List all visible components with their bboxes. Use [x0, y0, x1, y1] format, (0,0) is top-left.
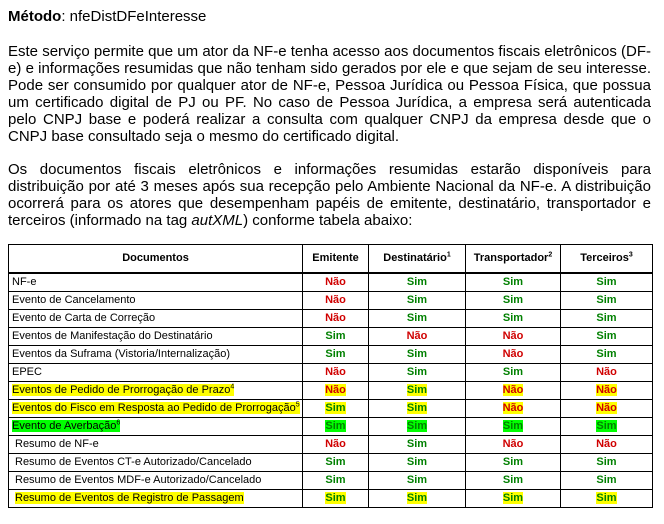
access-yes: Sim: [406, 492, 428, 504]
access-cell: [303, 310, 369, 328]
access-no: Não: [325, 438, 346, 450]
access-yes: Sim: [325, 402, 346, 414]
table-row: [9, 400, 653, 418]
document-name: [12, 366, 42, 378]
access-cell: [369, 273, 466, 292]
access-cell: [303, 364, 369, 382]
access-cell: [369, 490, 466, 508]
footnote-marker: 6: [116, 419, 121, 427]
access-cell: [561, 310, 653, 328]
document-cell: [9, 346, 303, 364]
access-yes: Sim: [406, 366, 428, 378]
access-cell: [369, 328, 466, 346]
access-cell: [466, 418, 561, 436]
access-yes: Sim: [596, 420, 617, 432]
access-cell: [561, 436, 653, 454]
column-header: [369, 245, 466, 274]
document-cell: [9, 273, 303, 292]
distribution-table: [8, 244, 653, 508]
column-header-label: Transportador: [473, 252, 549, 264]
access-cell: [466, 436, 561, 454]
column-header: [466, 245, 561, 274]
access-cell: [303, 454, 369, 472]
document-cell: [9, 472, 303, 490]
access-no: Não: [502, 330, 524, 342]
footnote-marker: 3: [628, 251, 633, 259]
document-cell: [9, 310, 303, 328]
table-row: [9, 418, 653, 436]
table-row: [9, 328, 653, 346]
table-row: [9, 382, 653, 400]
table-row: [9, 472, 653, 490]
access-yes: Sim: [406, 474, 428, 486]
access-cell: [561, 292, 653, 310]
distribution-text-after: ) conforme tabela abaixo:: [243, 212, 413, 229]
table-header-row: [9, 245, 653, 274]
access-cell: [561, 418, 653, 436]
access-cell: [561, 364, 653, 382]
method-line: Método: nfeDistDFeInteresse: [8, 8, 207, 25]
access-yes: Sim: [502, 312, 524, 324]
access-cell: [561, 273, 653, 292]
access-no: Não: [596, 384, 617, 396]
access-no: Não: [325, 366, 346, 378]
document-name: [15, 492, 244, 504]
access-no: Não: [502, 438, 524, 450]
table-body: [9, 273, 653, 508]
access-yes: Sim: [325, 348, 346, 360]
access-yes: Sim: [406, 420, 428, 432]
access-cell: [561, 400, 653, 418]
access-cell: [303, 472, 369, 490]
document-name: [12, 330, 213, 342]
access-yes: Sim: [596, 276, 617, 288]
column-header-label: Documentos: [122, 252, 189, 264]
document-label: Resumo de NF-e: [15, 438, 99, 450]
document-name: [12, 420, 120, 432]
access-cell: [303, 436, 369, 454]
column-header: [561, 245, 653, 274]
access-yes: Sim: [502, 474, 524, 486]
access-yes: Sim: [596, 456, 617, 468]
access-yes: Sim: [406, 294, 428, 306]
footnote-marker: 4: [230, 383, 235, 391]
column-header: [9, 245, 303, 274]
document-label: Eventos de Pedido de Prorrogação de Prazo: [12, 384, 231, 396]
access-no: Não: [325, 294, 346, 306]
access-yes: Sim: [502, 456, 524, 468]
access-cell: [466, 472, 561, 490]
table-row: [9, 310, 653, 328]
document-cell: [9, 364, 303, 382]
access-cell: [303, 292, 369, 310]
access-no: Não: [325, 384, 346, 396]
document-cell: [9, 328, 303, 346]
access-cell: [561, 346, 653, 364]
table-row: [9, 364, 653, 382]
document-cell: [9, 382, 303, 400]
document-name: [12, 294, 136, 306]
access-yes: Sim: [325, 492, 346, 504]
table-row: [9, 454, 653, 472]
access-yes: Sim: [596, 348, 617, 360]
access-cell: [466, 328, 561, 346]
footnote-marker: 2: [548, 251, 553, 259]
method-value: nfeDistDFeInteresse: [69, 8, 207, 25]
access-yes: Sim: [596, 294, 617, 306]
document-label: Eventos de Manifestação do Destinatário: [12, 330, 213, 342]
access-cell: [303, 346, 369, 364]
access-cell: [466, 382, 561, 400]
document-label: Eventos da Suframa (Vistoria/Internalização): [12, 348, 231, 360]
access-yes: Sim: [406, 312, 428, 324]
document-label: Resumo de Eventos de Registro de Passagem: [15, 492, 244, 504]
column-header-label: Terceiros: [580, 252, 629, 264]
access-cell: [303, 418, 369, 436]
document-label: Evento de Cancelamento: [12, 294, 136, 306]
document-cell: [9, 400, 303, 418]
access-cell: [466, 454, 561, 472]
access-yes: Sim: [406, 276, 428, 288]
column-header: [303, 245, 369, 274]
distribution-text-before: Os documentos fiscais eletrônicos e informações resumidas estarão disponíveis para distribuição por até 3 meses após sua recepção pelo Ambiente Nacional da NF-e. A distribuição ocorrerá para os atores que desempenham papéis de emitente, destinatário, transportador e terceiros (informado na tag: [8, 161, 651, 229]
access-yes: Sim: [596, 330, 617, 342]
distribution-paragraph: [8, 161, 651, 229]
document-name: [15, 474, 261, 486]
access-no: Não: [596, 438, 617, 450]
access-cell: [466, 273, 561, 292]
access-cell: [369, 382, 466, 400]
table-row: [9, 273, 653, 292]
document-name: [12, 384, 234, 396]
access-yes: Sim: [502, 420, 524, 432]
access-no: Não: [406, 330, 428, 342]
document-cell: [9, 454, 303, 472]
access-yes: Sim: [325, 474, 346, 486]
column-header-label: Destinatário: [383, 252, 447, 264]
access-cell: [369, 436, 466, 454]
access-yes: Sim: [596, 312, 617, 324]
access-yes: Sim: [502, 366, 524, 378]
access-yes: Sim: [406, 438, 428, 450]
document-cell: [9, 418, 303, 436]
table-row: [9, 490, 653, 508]
access-cell: [369, 346, 466, 364]
access-cell: [303, 273, 369, 292]
document-label: EPEC: [12, 366, 42, 378]
access-cell: [561, 490, 653, 508]
autxml-tag: autXML: [191, 212, 244, 229]
document-label: Eventos do Fisco em Resposta ao Pedido de Prorrogação: [12, 402, 296, 414]
document-name: [12, 276, 36, 288]
document-name: [12, 348, 230, 360]
document-name: [12, 402, 300, 414]
document-label: Resumo de Eventos CT-e Autorizado/Cancelado: [15, 456, 252, 468]
access-no: Não: [596, 402, 617, 414]
access-cell: [466, 400, 561, 418]
access-cell: [369, 418, 466, 436]
access-yes: Sim: [502, 294, 524, 306]
table-row: [9, 436, 653, 454]
access-cell: [466, 292, 561, 310]
table-row: [9, 346, 653, 364]
access-cell: [369, 292, 466, 310]
table-row: [9, 292, 653, 310]
access-cell: [561, 454, 653, 472]
access-cell: [303, 400, 369, 418]
document-label: Resumo de Eventos MDF-e Autorizado/Cancelado: [15, 474, 262, 486]
access-yes: Sim: [406, 402, 428, 414]
access-yes: Sim: [596, 474, 617, 486]
footnote-marker: 1: [446, 251, 451, 259]
access-cell: [303, 490, 369, 508]
access-yes: Sim: [325, 330, 346, 342]
document-cell: [9, 490, 303, 508]
access-cell: [369, 364, 466, 382]
access-cell: [561, 472, 653, 490]
document-name: [12, 312, 155, 324]
access-yes: Sim: [325, 456, 346, 468]
document-name: [15, 456, 252, 468]
access-no: Não: [325, 276, 346, 288]
access-yes: Sim: [502, 276, 524, 288]
column-header-label: Emitente: [312, 252, 359, 264]
footnote-marker: 5: [295, 401, 300, 409]
access-cell: [561, 328, 653, 346]
access-yes: Sim: [406, 456, 428, 468]
access-cell: [466, 310, 561, 328]
document-cell: [9, 292, 303, 310]
access-yes: Sim: [325, 420, 346, 432]
method-label: Método: [8, 8, 62, 25]
access-cell: [369, 454, 466, 472]
document-label: NF-e: [12, 276, 37, 288]
document-label: Evento de Averbação: [12, 420, 117, 432]
access-no: Não: [502, 384, 524, 396]
access-cell: [303, 382, 369, 400]
document-label: Evento de Carta de Correção: [12, 312, 156, 324]
access-cell: [369, 310, 466, 328]
access-no: Não: [325, 312, 346, 324]
access-cell: [466, 364, 561, 382]
access-yes: Sim: [502, 492, 524, 504]
document-cell: [9, 436, 303, 454]
access-cell: [369, 400, 466, 418]
access-no: Não: [502, 348, 524, 360]
access-no: Não: [502, 402, 524, 414]
document-name: [15, 438, 99, 450]
access-yes: Sim: [406, 384, 428, 396]
access-yes: Sim: [596, 492, 617, 504]
access-cell: [369, 472, 466, 490]
description-paragraph: Este serviço permite que um ator da NF-e tenha acesso aos documentos fiscais eletrônicos (DF-e) e informações resumidas que não tenham sido gerados por ele e que sejam de seu interesse. Pode ser consumido por qualquer ator de NF-e, Pessoa Jurídica ou Pessoa Física, que possua um certificado digital de PJ ou PF. No caso de Pessoa Jurídica, a empresa será autenticada pelo CNPJ base e poderá realizar a consulta com qualquer CNPJ da empresa desde que o CNPJ base consultado seja o mesmo do certificado digital.: [8, 43, 651, 145]
access-no: Não: [596, 366, 617, 378]
access-cell: [561, 382, 653, 400]
access-cell: [466, 490, 561, 508]
access-cell: [466, 346, 561, 364]
access-cell: [303, 328, 369, 346]
access-yes: Sim: [406, 348, 428, 360]
